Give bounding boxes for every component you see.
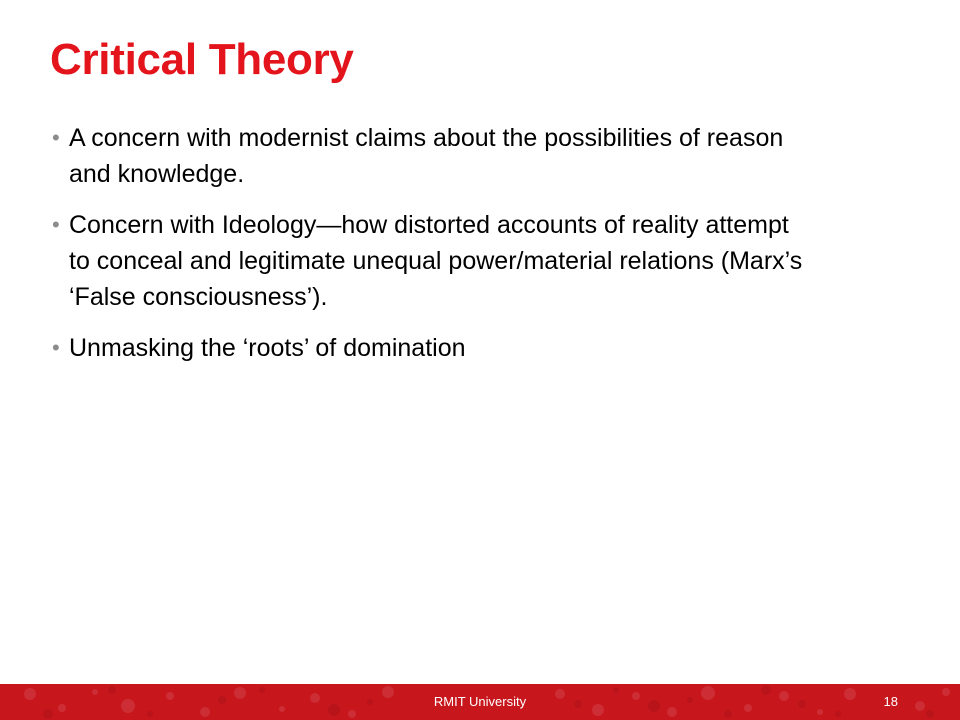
footer-university-label: RMIT University xyxy=(433,694,527,709)
bullet-list xyxy=(50,120,810,381)
bullet-item xyxy=(50,330,810,366)
slide-title: Critical Theory xyxy=(50,35,354,84)
footer-bar xyxy=(0,684,960,720)
bullet-item xyxy=(50,120,810,192)
bullet-marker-icon: • xyxy=(52,125,60,150)
bullet-marker-icon: • xyxy=(52,335,60,360)
page-number: 18 xyxy=(883,694,898,709)
bullet-item xyxy=(50,207,810,315)
bullet-text: Unmasking the ‘roots’ of domination xyxy=(69,334,466,362)
bullet-text: Concern with Ideology—how distorted accounts of reality attempt to conceal and legitimate unequal power/material relations (Marx’s ‘False consciousness’). xyxy=(69,211,803,311)
bullet-marker-icon: • xyxy=(52,212,60,237)
bullet-text: A concern with modernist claims about the possibilities of reason and knowledge. xyxy=(69,124,784,188)
